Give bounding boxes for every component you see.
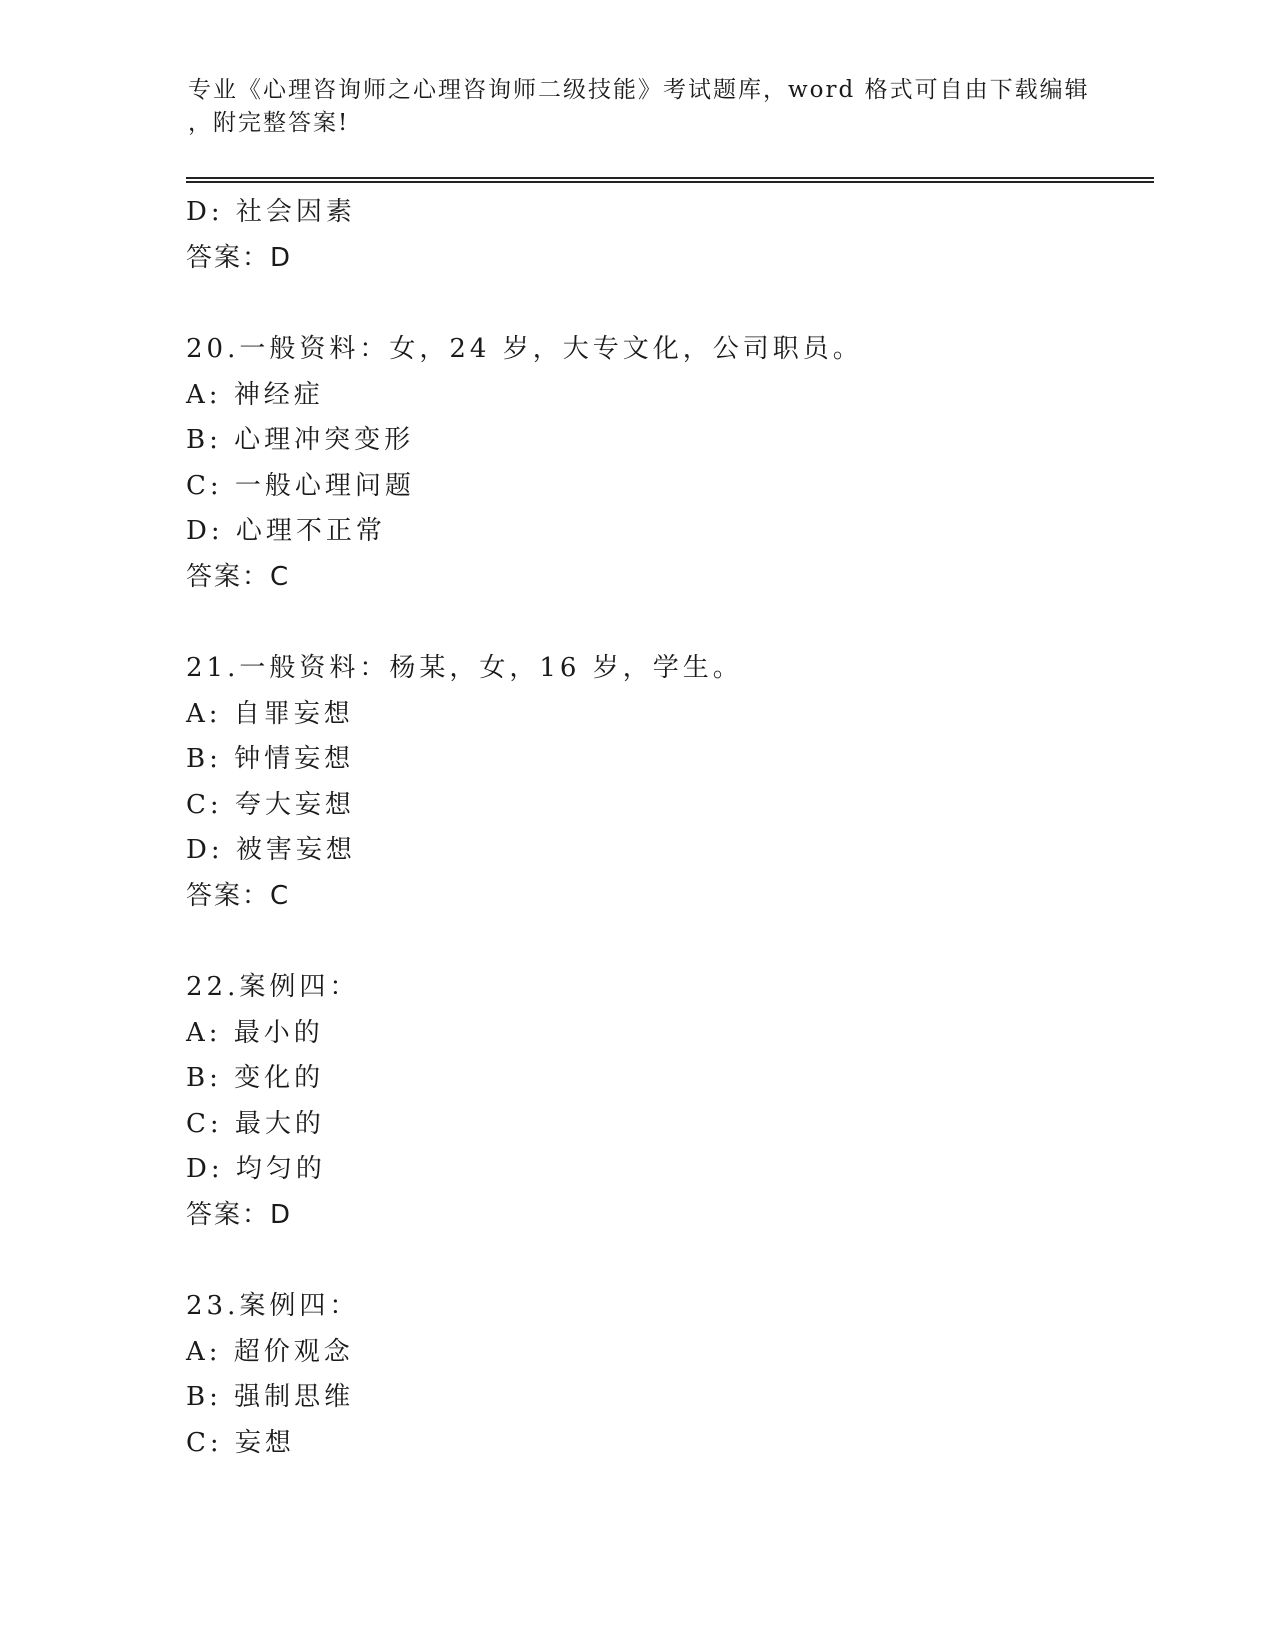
question-23 — [186, 1284, 1146, 1466]
option-c: C: 最大的 — [186, 1108, 325, 1139]
question-20 — [186, 327, 1146, 600]
header-rule-bottom — [186, 181, 1154, 183]
option-b: B: 钟情妄想 — [186, 744, 355, 774]
question-list — [186, 190, 1146, 1466]
header-line-2: ，附完整答案! — [188, 110, 350, 136]
option-a: A: 超价观念 — [186, 1336, 354, 1367]
option-b: B: 强制思维 — [186, 1382, 355, 1412]
question-21 — [186, 646, 1146, 919]
option-d: D: 均匀的 — [186, 1154, 326, 1184]
question-stem: 22.案例四： — [186, 972, 360, 1002]
option-d: D: 心理不正常 — [186, 516, 386, 546]
answer: 答案：C — [186, 880, 291, 911]
option-b: B: 心理冲突变形 — [186, 425, 415, 455]
option-b: B: 变化的 — [186, 1063, 325, 1093]
question-stem: 23.案例四： — [186, 1291, 360, 1321]
option-c: C: 妄想 — [186, 1427, 295, 1458]
question-22 — [186, 965, 1146, 1238]
option-a: A: 神经症 — [186, 379, 324, 410]
header-line-1: 专业《心理咨询师之心理咨询师二级技能》考试题库，word 格式可自由下载编辑 — [188, 77, 1090, 103]
answer: 答案：D — [186, 242, 293, 273]
option-d: D: 社会因素 — [186, 197, 356, 227]
option-c: C: 一般心理问题 — [186, 470, 415, 501]
answer: 答案：C — [186, 561, 291, 592]
page-header — [188, 74, 1088, 140]
option-d: D: 被害妄想 — [186, 835, 356, 865]
option-a: A: 最小的 — [186, 1017, 324, 1048]
question-stem: 20.一般资料：女，24 岁，大专文化，公司职员。 — [186, 334, 863, 364]
option-c: C: 夸大妄想 — [186, 789, 355, 820]
option-a: A: 自罪妄想 — [186, 698, 354, 729]
question-stem: 21.一般资料：杨某，女，16 岁，学生。 — [186, 653, 743, 683]
answer: 答案：D — [186, 1199, 293, 1230]
header-rule-top — [186, 177, 1154, 179]
